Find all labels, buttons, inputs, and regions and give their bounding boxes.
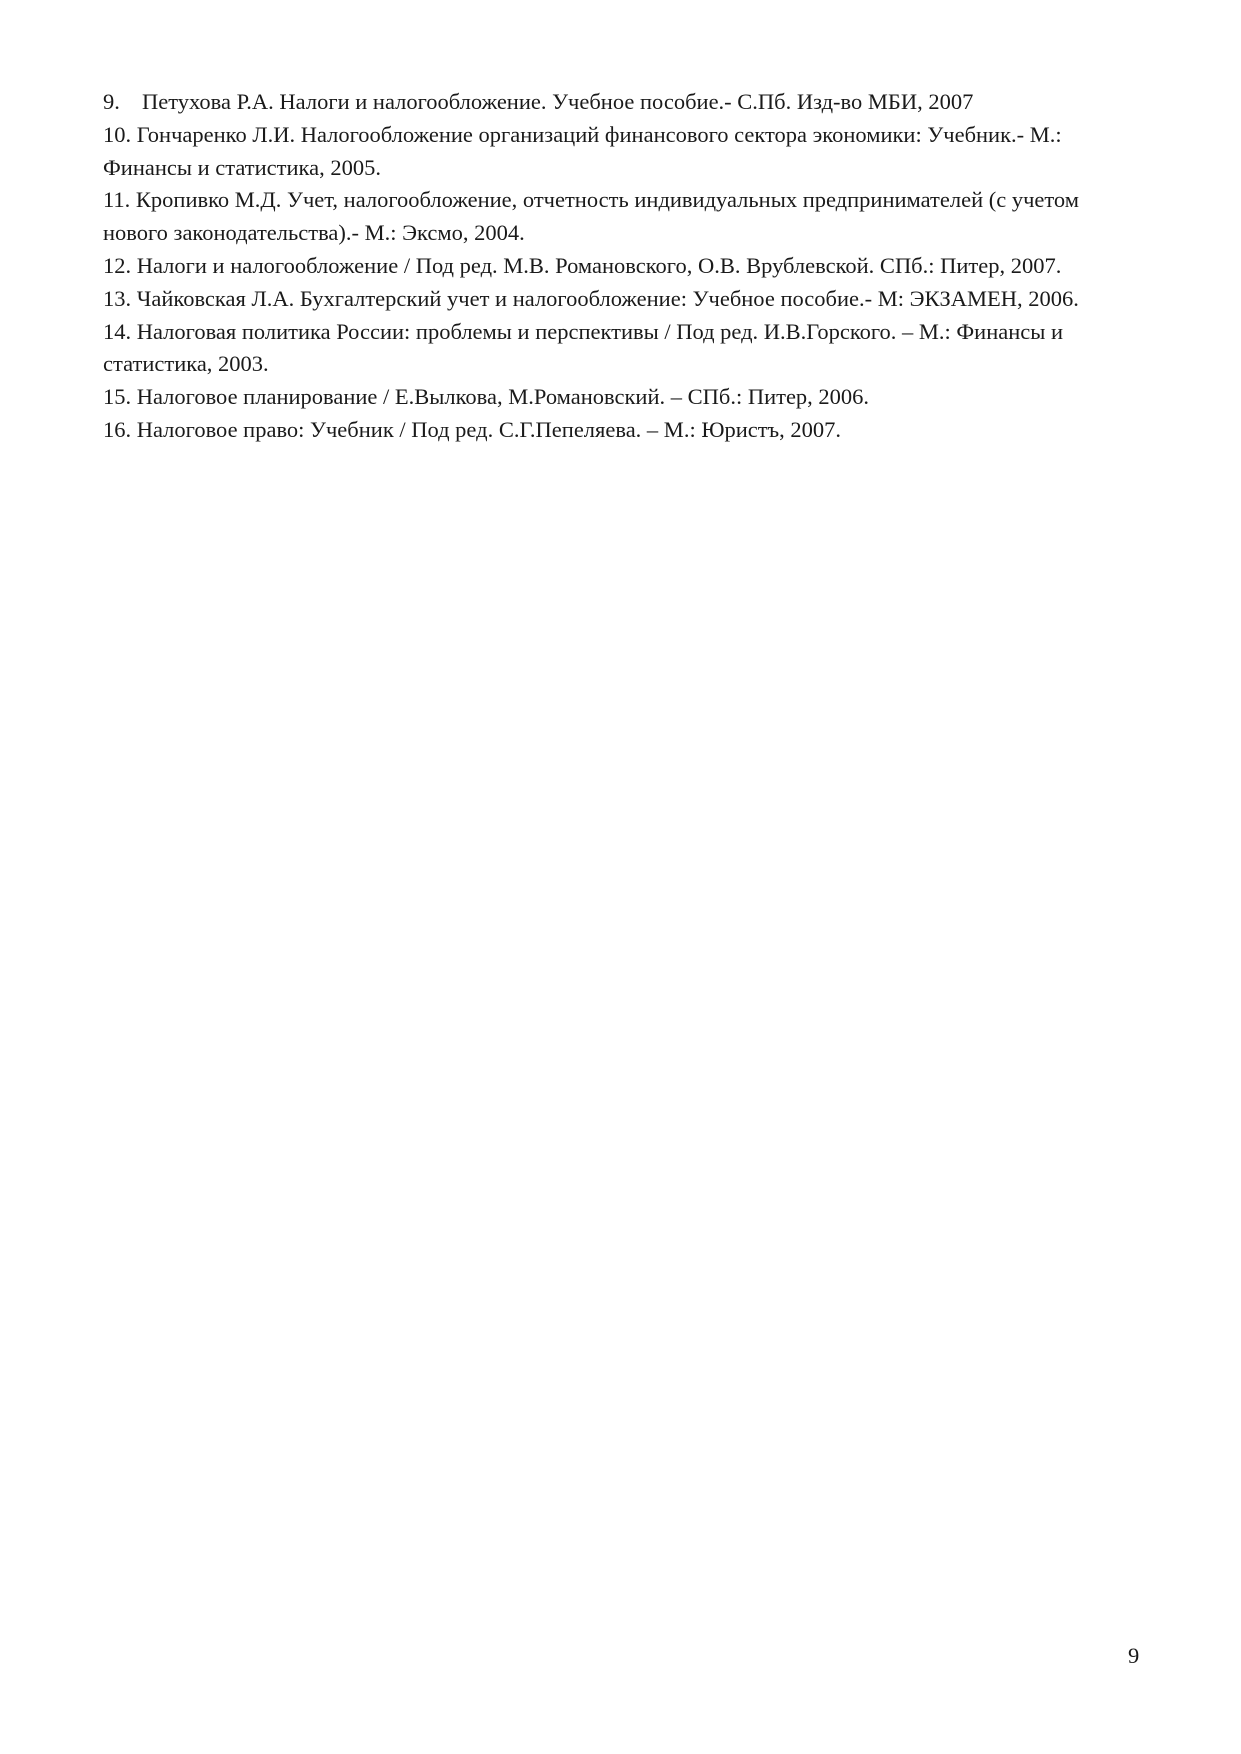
page-number: 9 bbox=[1128, 1643, 1140, 1668]
reference-item-9 bbox=[103, 86, 1148, 119]
reference-text: Налоговое планирование / Е.Вылкова, М.Романовский. – СПб.: Питер, 2006. bbox=[136, 384, 870, 410]
reference-text: Петухова Р.А. Налоги и налогообложение. Учебное пособие.- С.Пб. Изд-во МБИ, 2007 bbox=[142, 89, 974, 114]
reference-number: 13. bbox=[103, 285, 132, 311]
reference-number: 15. bbox=[103, 384, 132, 410]
reference-item-10 bbox=[103, 119, 1148, 185]
reference-item-11 bbox=[103, 184, 1148, 250]
reference-item-14 bbox=[103, 316, 1148, 382]
reference-number: 9. bbox=[103, 89, 120, 114]
reference-item-12 bbox=[103, 250, 1148, 283]
reference-item-16 bbox=[103, 414, 1148, 447]
reference-text: Налоги и налогообложение / Под ред. М.В. Романовского, О.В. Врублевской. СПб.: Питер, 2007. bbox=[136, 252, 1062, 278]
reference-text: Налоговая политика России: проблемы и перспективы / Под ред. И.В.Горского. – М.: Финансы и статистика, 2003. bbox=[103, 318, 1064, 377]
reference-number: 12. bbox=[103, 252, 132, 278]
reference-item-15 bbox=[103, 381, 1148, 414]
reference-list bbox=[103, 86, 1148, 447]
reference-number: 10. bbox=[103, 121, 132, 147]
reference-number: 14. bbox=[103, 318, 132, 344]
reference-number: 16. bbox=[103, 416, 132, 442]
reference-text: Гончаренко Л.И. Налогообложение организаций финансового сектора экономики: Учебник.- М.: Финансы и статистика, 2005. bbox=[103, 121, 1062, 180]
reference-text: Налоговое право: Учебник / Под ред. С.Г.Пепеляева. – М.: Юристъ, 2007. bbox=[136, 416, 842, 442]
reference-text: Чайковская Л.А. Бухгалтерский учет и налогообложение: Учебное пособие.- М: ЭКЗАМЕН, 2006. bbox=[136, 285, 1079, 311]
reference-number: 11. bbox=[103, 187, 131, 213]
reference-text: Кропивко М.Д. Учет, налогообложение, отчетность индивидуальных предпринимателей (с учетом нового законодательства).- М.: Эксмо, 2004. bbox=[103, 187, 1079, 246]
reference-item-13 bbox=[103, 283, 1148, 316]
